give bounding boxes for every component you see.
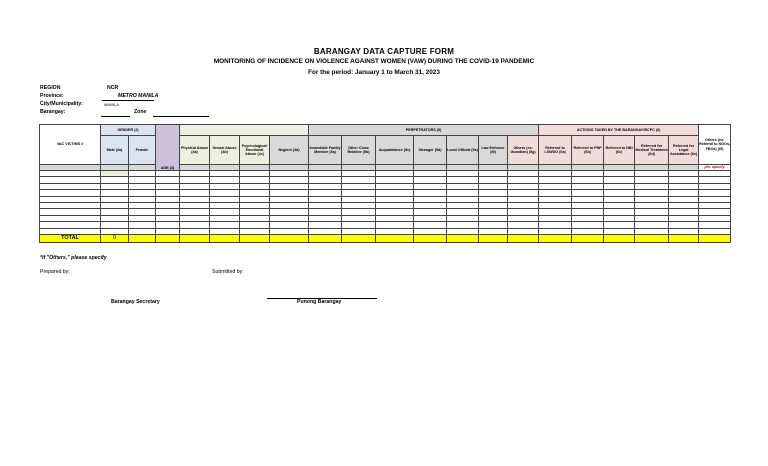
header-sexual-abuse: Sexual Abuse (4b) bbox=[210, 136, 240, 165]
header-local-official: Local Official (5e) bbox=[447, 136, 479, 165]
submitted-by-label: Submitted by: bbox=[212, 269, 244, 275]
header-physical-abuse: Physical Abuse (4a) bbox=[180, 136, 210, 165]
vac-victims-header: VAC VICTIMS # bbox=[40, 125, 101, 165]
specify-note: pls. specify bbox=[699, 165, 731, 171]
actions-header: ACTIONS TAKEN BY THE BARANGAY/BCPC (6) bbox=[539, 125, 699, 136]
header-male: Male (2a) bbox=[101, 136, 129, 165]
perpetrators-header: PERPETRATORS (5) bbox=[309, 125, 539, 136]
header-nbi: Referred to NBI (6c) bbox=[604, 136, 635, 165]
header-immediate-family: Immediate Family Member (5a) bbox=[309, 136, 342, 165]
province-underline bbox=[102, 100, 154, 101]
header-stranger: Stranger (5d) bbox=[414, 136, 447, 165]
region-label: REGION bbox=[40, 85, 61, 91]
header-pnp: Referred to PNP (6b) bbox=[572, 136, 604, 165]
header-psychological-abuse: Psychological/ Emotional Abuse (4c) bbox=[240, 136, 270, 165]
header-female: Female bbox=[129, 136, 156, 165]
city-label: City/Municipality: bbox=[40, 101, 83, 107]
zone-label: Zone bbox=[134, 109, 147, 115]
header-neglect: Neglect (4d) bbox=[270, 136, 309, 165]
age-header: AGE (3) bbox=[156, 125, 180, 171]
gender-header: GENDER (2) bbox=[101, 125, 156, 136]
header-perp-others: Others (ex: Guardian) (5g) bbox=[508, 136, 539, 165]
header-action-others: Others (ex: Referral to NGOs, FBOs) (6f) bbox=[699, 125, 731, 165]
barangay-field[interactable] bbox=[101, 116, 130, 117]
header-law-enforcer: Law Enforcer (5f) bbox=[479, 136, 508, 165]
vaw-data-table bbox=[39, 124, 731, 243]
province-value: METRO MANILA bbox=[118, 93, 159, 99]
header-legal: Referred for Legal Assistance (6e) bbox=[669, 136, 699, 165]
form-subtitle: MONITORING OF INCIDENCE ON VIOLENCE AGAINST WOMEN (VAW) DURING THE COVID-19 PANDEMIC bbox=[213, 58, 535, 65]
header-medical: Referred for Medical Treatment (6d) bbox=[635, 136, 669, 165]
prepared-by-label: Prepared by: bbox=[40, 269, 70, 275]
zone-field[interactable] bbox=[153, 116, 209, 117]
form-period: For the period: January 1 to March 31, 2023 bbox=[308, 69, 440, 76]
secretary-label: Barangay Secretary bbox=[111, 299, 160, 305]
punong-label: Punong Barangay bbox=[297, 299, 342, 305]
city-value: MANILA bbox=[104, 102, 119, 107]
province-label: Province: bbox=[40, 93, 64, 99]
others-note: *If "Others," please specify bbox=[40, 255, 107, 261]
header-acquaintance: Acquaintance (5c) bbox=[376, 136, 414, 165]
header-close-relative: Other Close Relative (5b) bbox=[342, 136, 376, 165]
form-title: BARANGAY DATA CAPTURE FORM bbox=[313, 47, 455, 56]
total-label: TOTAL bbox=[40, 234, 101, 242]
region-value: NCR bbox=[107, 85, 119, 91]
abuse-group-header bbox=[180, 125, 309, 136]
header-lswdo: Referred to LSWDO (6a) bbox=[539, 136, 572, 165]
total-male: 0 bbox=[101, 234, 129, 242]
barangay-label: Barangay: bbox=[40, 109, 66, 115]
